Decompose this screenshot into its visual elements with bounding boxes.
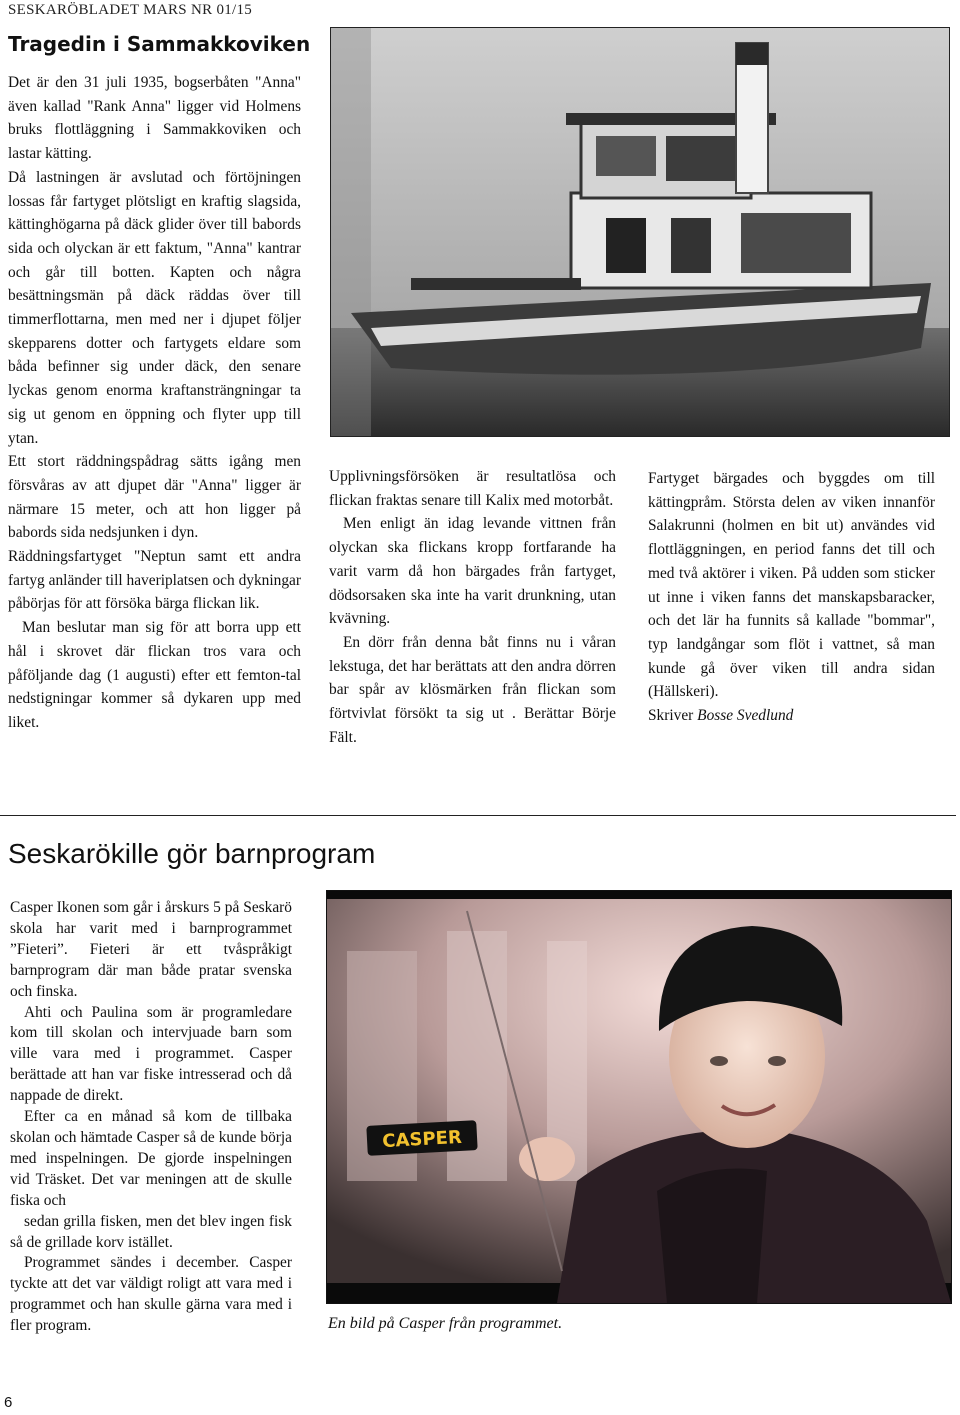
article-column-2 (329, 465, 616, 749)
paragraph: Casper Ikonen som går i årskurs 5 på Seskarö skola har varit med i barnprogrammet ”Fieteri”. Fieteri är ett tvåspråkigt barnprogram där man både pratar svenska och finska. (10, 899, 292, 1000)
paragraph: Men enligt än idag levande vittnen från olyckan ska flickans kropp fortfarande ha varit varm då hon bärgades från fartyget, dödsorsaken ska inte ha varit drunkning, utan kvävning. (329, 515, 616, 628)
article-title: Tragedin i Sammakkoviken (8, 32, 311, 56)
paragraph: Fartyget bärgades och byggdes om till kättingpråm. Största delen av viken innanför Salakrunni (holmen en bit ut) användes vid flottläggningen, en period fanns det till och med två aktörer i viken. På udden som sticker ut inne i viken fanns det manskapsbaracker, och det lär ha funnits så kallade "bommar", typ landgångar som flöt i vattnet, så man kunde gå över viken till andra sidan (Hällskeri). (648, 470, 935, 701)
paragraph: Ahti och Paulina som är programledare kom till skolan och intervjuade barn som ville vara med i programmet. Casper berättade att han var fiske intresserad och då nappade de direkt. (10, 1003, 292, 1105)
byline-prefix: Skriver (648, 707, 694, 725)
steamboat-photo (330, 27, 950, 437)
paragraph: Räddningsfartyget "Neptun samt ett andra fartyg anländer till haveriplatsen och dykningar påbörjas för att försöka bärga flickan lik. (8, 548, 301, 613)
byline (648, 704, 935, 728)
article-column-1 (8, 71, 301, 735)
paragraph: Upplivningsförsöken är resultatlösa och flickan fraktas senare till Kalix med motorbåt. (329, 468, 616, 509)
paragraph: Programmet sändes i december. Casper tyckte att det var väldigt roligt att vara med i programmet och han skulle gärna vara med i fler program. (10, 1254, 292, 1335)
paragraph: En dörr från denna båt finns nu i våran lekstuga, det har berättats att den andra dörren bar spår av klösmärken från flickan som förtvivlat försökt ta sig ut . Berättar Börje Fält. (329, 633, 616, 746)
article-title: Seskarökille gör barnprogram (8, 838, 376, 869)
byline-author: Bosse Svedlund (697, 707, 794, 725)
masthead: SESKARÖBLADET MARS NR 01/15 (8, 2, 253, 18)
section-divider (0, 815, 956, 816)
tv-screenshot-photo (326, 890, 952, 1304)
name-badge-text: CASPER (381, 1126, 463, 1153)
paragraph: Då lastningen är avslutad och förtöjningen lossas får fartyget plötsligt en kraftig slagsida, kättinghögarna på däck glider över till babords sida och olyckan är ett faktum, "Anna" kantrar och går till botten. Kapten och några besättningsmän på däck räddas över till timmerflottarna, men med ner i djupet följer skepparens dotter och fartygets eldare som båda befinner sig under däck, den senare lyckas genom enorma kraftansträngningar ta sig ut genom en öppning och flyter upp till ytan. (8, 168, 301, 447)
paragraph: Det är den 31 juli 1935, bogserbåten "Anna" även kallad "Rank Anna" ligger vid Holmens bruks flottläggning i Sammakkoviken och lastar kätting. (8, 74, 301, 163)
page-number: 6 (4, 1394, 13, 1411)
article-column (10, 898, 292, 1337)
paragraph: sedan grilla fisken, men det blev ingen fisk så de grillade korv istället. (10, 1212, 292, 1251)
paragraph: Man beslutar man sig för att borra upp ett hål i skrovet där flickan tros vara och påföljande dag (1 augusti) efter ett femton-tal nedstigningar kommer så dykaren upp med liket. (8, 619, 301, 731)
paragraph: Efter ca en månad så kom de tillbaka skolan och hämtade Casper så de kunde börja med inspelningen. De gjorde inspelningen vid Träsket. Det var meningen att de skulle fiska och (10, 1108, 292, 1209)
article-column-3 (648, 467, 935, 728)
paragraph: Ett stort räddningspådrag sätts igång men försvåras av att djupet där "Anna" ligger är närmare 15 meter, och att hon ligger på babords sida nedsjunken i dyn. (8, 453, 301, 542)
photo-caption: En bild på Casper från programmet. (328, 1315, 563, 1332)
